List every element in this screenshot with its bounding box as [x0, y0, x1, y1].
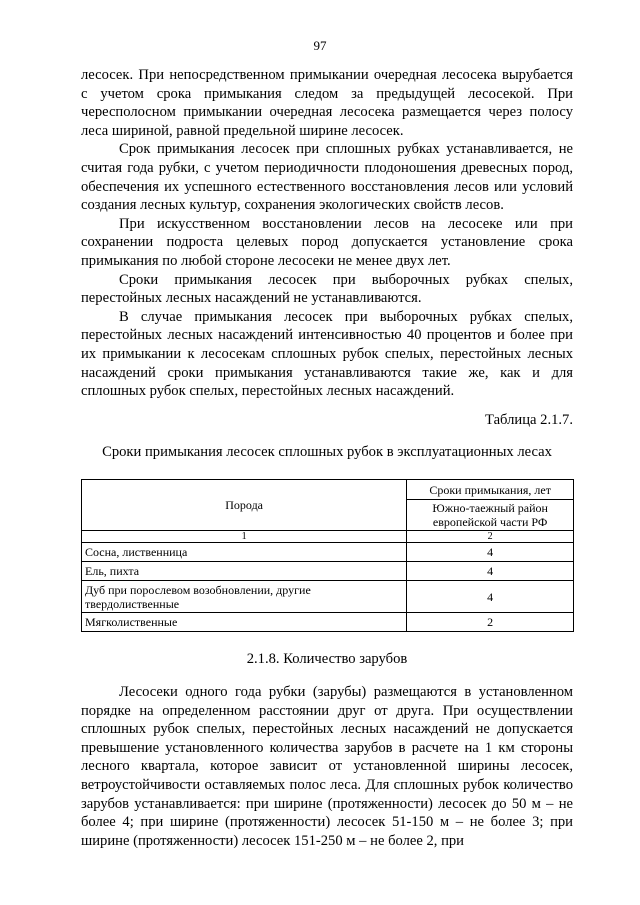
paragraph-intensity-40: В случае примыкания лесосек при выборочных рубках спелых, перестойных лесных насаждений интенсивностью 40 процентов и более при их примыкании к лесосекам сплошных рубок спелых, перестойных лесных насаждений сроки примыкания устанавливаются такие же, как и для сплошных рубок спелых, перестойных лесных насаждений. — [81, 308, 573, 400]
years-cell: 2 — [407, 613, 574, 632]
species-cell: Мягколиственные — [82, 613, 407, 632]
header-region: Южно-таежный район европейской части РФ — [407, 500, 574, 531]
species-cell: Ель, пихта — [82, 562, 407, 581]
paragraph-cutting-areas: Лесосеки одного года рубки (зарубы) размещаются в установленном порядке на определенном расстоянии друг от друга. При осуществлении сплошных рубок спелых, перестойных лесных насаждений не допускается превышение установленного количества зарубов в расчете на 1 км стороны лесного квартала, которое зависит от установленной ширины лесосек, ветроустойчивости оставляемых полос леса. Для сплошных рубок количество зарубов устанавливается: при ширине (протяженности) лесосек до 50 м – не более 4; при ширине (протяженности) лесосек 51-150 м – не более 3; при ширине (протяженности) лесосек 151-250 м – не более 2, при — [81, 684, 573, 849]
body-text-top — [81, 66, 573, 401]
table-caption: Сроки примыкания лесосек сплошных рубок в эксплуатационных лесах — [102, 444, 552, 460]
paragraph-adjacency-term: Срок примыкания лесосек при сплошных рубках устанавливается, не считая года рубки, с учетом периодичности плодоношения древесных пород, обеспечения их успешного естественного восстановления лесов или условий создания лесных культур, сохранения экологических свойств лесов. — [81, 141, 573, 214]
table-label: Таблица 2.1.7. — [485, 412, 573, 428]
page-number: 97 — [313, 38, 327, 53]
paragraph-artificial-restoration: При искусственном восстановлении лесов на лесосеке или при сохранении подроста целевых пород допускается установление срока примыкания по любой стороне лесосеки не менее двух лет. — [81, 215, 573, 269]
years-cell: 4 — [407, 581, 574, 613]
header-species: Порода — [82, 480, 407, 531]
species-cell: Сосна, лиственница — [82, 543, 407, 562]
paragraph-continuation: лесосек. При непосредственном примыкании очередная лесосека вырубается с учетом срока примыкания следом за предыдущей лесосекой. При чересполосном примыкании очередная лесосека размещается через полосу леса шириной, равной предельной ширине лесосек. — [81, 67, 573, 139]
table-row — [82, 543, 574, 562]
column-number-1: 1 — [82, 531, 407, 543]
adjacency-terms-table — [81, 479, 574, 632]
years-cell: 4 — [407, 562, 574, 581]
species-cell: Дуб при порослевом возобновлении, другие твердолиственные — [82, 581, 407, 613]
header-terms: Сроки примыкания, лет — [407, 480, 574, 500]
table-row — [82, 613, 574, 632]
table-row — [82, 581, 574, 613]
section-heading: 2.1.8. Количество зарубов — [246, 651, 408, 667]
years-cell: 4 — [407, 543, 574, 562]
body-text-bottom — [81, 683, 573, 850]
column-number-2: 2 — [407, 531, 574, 543]
table-row — [82, 562, 574, 581]
paragraph-selective-felling: Сроки примыкания лесосек при выборочных рубках спелых, перестойных лесных насаждений не устанавливаются. — [81, 271, 573, 307]
